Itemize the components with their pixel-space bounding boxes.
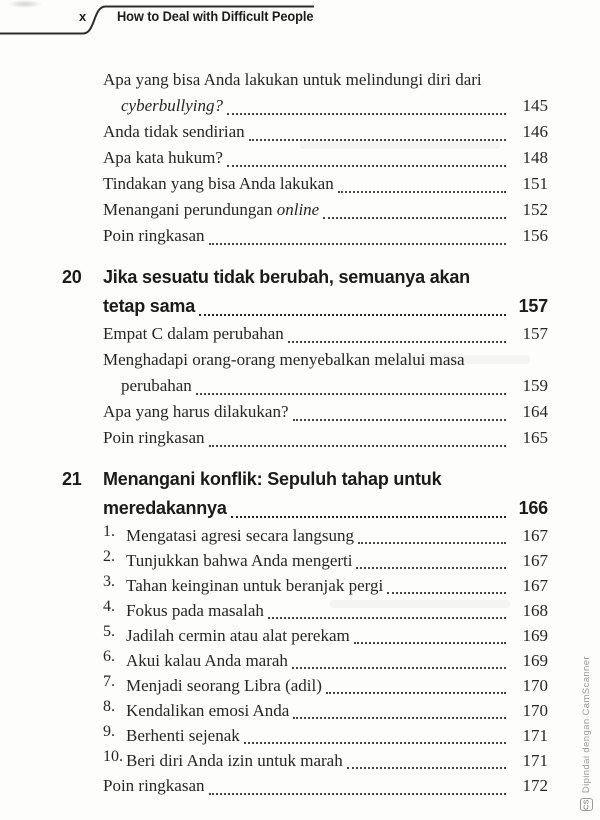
toc-entry-text: Jika sesuatu tidak berubah, semuanya akan bbox=[103, 267, 470, 287]
toc-page-number: 172 bbox=[522, 776, 548, 795]
toc-page-number: 170 bbox=[522, 676, 548, 695]
dot-leader bbox=[358, 542, 506, 544]
chapter-number: 21 bbox=[62, 469, 82, 489]
toc-entry-text: Empat C dalam perubahan bbox=[103, 324, 284, 343]
toc-entry bbox=[103, 223, 548, 249]
list-item-number: 3. bbox=[103, 573, 115, 590]
list-item-number: 2. bbox=[103, 548, 115, 565]
toc-entry-text: Menghadapi orang-orang menyebalkan melalui masa bbox=[103, 350, 465, 369]
toc-entry-text: Poin ringkasan bbox=[103, 226, 205, 245]
toc-entry bbox=[103, 197, 548, 223]
toc-page-number: 167 bbox=[522, 526, 548, 545]
toc-entry bbox=[103, 773, 548, 799]
toc-page-number: 171 bbox=[522, 726, 548, 745]
dot-leader bbox=[326, 692, 506, 694]
toc-page-number: 145 bbox=[522, 96, 548, 115]
toc-entry bbox=[103, 648, 548, 673]
toc-entry bbox=[103, 623, 548, 648]
toc-entry-text: Tindakan yang bisa Anda lakukan bbox=[103, 174, 334, 193]
page-roman-number: x bbox=[79, 9, 87, 24]
toc-page-number: 156 bbox=[522, 226, 548, 245]
toc-page-number: 146 bbox=[522, 122, 548, 141]
watermark-text: Dipindai dengan CamScanner bbox=[581, 655, 592, 793]
toc-entry bbox=[103, 723, 548, 748]
list-item-number: 10. bbox=[103, 748, 123, 765]
toc-entry-text: Beri diri Anda izin untuk marah bbox=[126, 751, 343, 770]
dot-leader bbox=[244, 742, 506, 744]
toc-entry bbox=[103, 347, 548, 399]
toc-entry bbox=[103, 573, 548, 598]
page-header bbox=[0, 0, 600, 44]
list-item-number: 7. bbox=[103, 673, 115, 690]
toc-page-number: 165 bbox=[522, 428, 548, 447]
toc-entry-text: Akui kalau Anda marah bbox=[126, 651, 288, 670]
toc-entry bbox=[103, 425, 548, 451]
toc-entry-text: meredakannya bbox=[103, 498, 227, 518]
book-title: How to Deal with Difficult People bbox=[117, 9, 314, 24]
dot-leader bbox=[231, 516, 506, 518]
toc-page-number: 148 bbox=[522, 148, 548, 167]
toc bbox=[62, 67, 548, 799]
toc-entry-text: perubahan bbox=[121, 376, 192, 395]
toc-entry bbox=[103, 171, 548, 197]
toc-page-number: 157 bbox=[522, 324, 548, 343]
toc-entry bbox=[103, 598, 548, 623]
toc-entry-text: Poin ringkasan bbox=[103, 428, 205, 447]
toc-entry bbox=[103, 399, 548, 425]
toc-entry bbox=[103, 523, 548, 548]
toc-chapter-entry bbox=[62, 465, 548, 523]
camscanner-watermark bbox=[580, 656, 593, 811]
camscanner-icon: CS bbox=[580, 798, 593, 811]
toc-entry bbox=[103, 145, 548, 171]
toc-page-number: 169 bbox=[522, 651, 548, 670]
dot-leader bbox=[323, 217, 506, 219]
toc-entry-text: Kendalikan emosi Anda bbox=[126, 701, 290, 720]
dot-leader bbox=[209, 243, 506, 245]
toc-entry-text: Menangani perundungan online bbox=[103, 200, 320, 219]
toc-page-number: 167 bbox=[522, 576, 548, 595]
list-item-number: 6. bbox=[103, 648, 115, 665]
toc-entry bbox=[103, 321, 548, 347]
toc-chapter-entry bbox=[62, 263, 548, 321]
dot-leader bbox=[387, 592, 506, 594]
dot-leader bbox=[347, 767, 506, 769]
dot-leader bbox=[209, 793, 506, 795]
toc-entry-text: Apa kata hukum? bbox=[103, 148, 223, 167]
toc-entry-text: Apa yang harus dilakukan? bbox=[103, 402, 289, 421]
dot-leader bbox=[209, 445, 506, 447]
toc-entry-text: Menangani konflik: Sepuluh tahap untuk bbox=[103, 469, 442, 489]
toc-page-number: 170 bbox=[522, 701, 548, 720]
toc-entry bbox=[103, 748, 548, 773]
chapter-number: 20 bbox=[62, 267, 82, 287]
list-item-number: 1. bbox=[103, 523, 115, 540]
dot-leader bbox=[356, 567, 506, 569]
list-item-number: 4. bbox=[103, 598, 115, 615]
dot-leader bbox=[354, 642, 506, 644]
dot-leader bbox=[268, 617, 506, 619]
toc-entry-text: cyberbullying? bbox=[121, 96, 223, 115]
toc-entry bbox=[103, 548, 548, 573]
toc-entry-text: tetap sama bbox=[103, 296, 196, 316]
toc-page-number: 171 bbox=[522, 751, 548, 770]
toc-page-number: 164 bbox=[522, 402, 548, 421]
dot-leader bbox=[227, 113, 506, 115]
toc-page-number: 167 bbox=[522, 551, 548, 570]
toc-page-number: 152 bbox=[522, 200, 548, 219]
toc-entry-text: Fokus pada masalah bbox=[126, 601, 264, 620]
toc-entry-text: Poin ringkasan bbox=[103, 776, 205, 795]
dot-leader bbox=[196, 393, 506, 395]
toc-entry-text: Tahan keinginan untuk beranjak pergi bbox=[126, 576, 384, 595]
toc-entry bbox=[103, 698, 548, 723]
toc-entry-text: Jadilah cermin atau alat perekam bbox=[126, 626, 350, 645]
dot-leader bbox=[338, 191, 506, 193]
toc-entry bbox=[103, 119, 548, 145]
toc-entry-text: Menjadi seorang Libra (adil) bbox=[126, 676, 322, 695]
toc-entry-text: Apa yang bisa Anda lakukan untuk melindungi diri dari bbox=[103, 70, 482, 89]
toc-entry bbox=[103, 673, 548, 698]
toc-page-number: 169 bbox=[522, 626, 548, 645]
dot-leader bbox=[199, 314, 506, 316]
dot-leader bbox=[249, 139, 506, 141]
list-item-number: 8. bbox=[103, 698, 115, 715]
toc-entry-text: Tunjukkan bahwa Anda mengerti bbox=[126, 551, 353, 570]
dot-leader bbox=[292, 667, 506, 669]
dot-leader bbox=[293, 717, 506, 719]
toc-page-number: 151 bbox=[522, 174, 548, 193]
dot-leader bbox=[293, 419, 506, 421]
dot-leader bbox=[227, 165, 506, 167]
toc-entry-text: Mengatasi agresi secara langsung bbox=[126, 526, 354, 545]
toc-entry bbox=[103, 67, 548, 119]
toc-page-number: 159 bbox=[522, 376, 548, 395]
toc-page-number: 168 bbox=[522, 601, 548, 620]
toc-entry-text: Berhenti sejenak bbox=[126, 726, 240, 745]
list-item-number: 5. bbox=[103, 623, 115, 640]
dot-leader bbox=[288, 341, 506, 343]
toc-page-number: 166 bbox=[518, 498, 548, 518]
toc-page-number: 157 bbox=[518, 296, 548, 316]
list-item-number: 9. bbox=[103, 723, 115, 740]
toc-entry-text: Anda tidak sendirian bbox=[103, 122, 245, 141]
